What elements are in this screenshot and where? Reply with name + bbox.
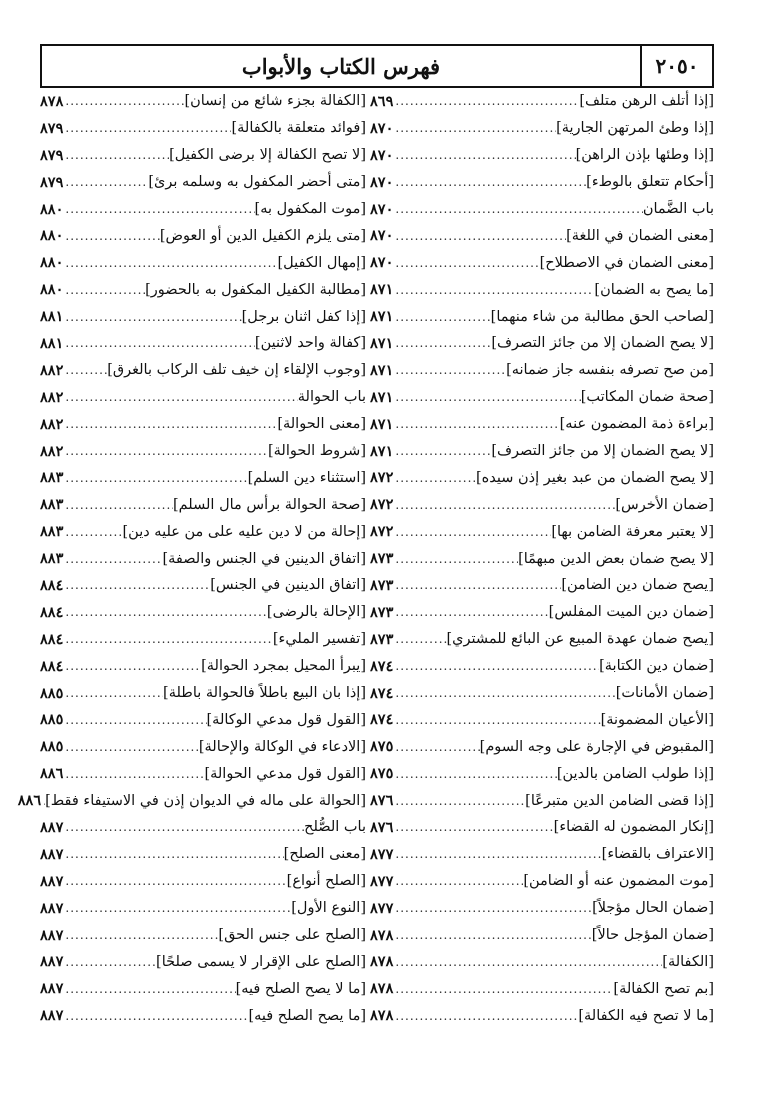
dot-leader <box>393 121 556 135</box>
dot-leader <box>393 874 523 888</box>
dot-leader <box>393 310 490 324</box>
dot-leader <box>393 713 600 727</box>
entry-title: [الأعيان المضمونة] <box>600 711 714 728</box>
index-entry <box>40 922 366 949</box>
dot-leader <box>63 310 241 324</box>
dot-leader <box>63 229 159 243</box>
index-entry <box>17 787 366 814</box>
dot-leader <box>393 363 506 377</box>
dot-leader <box>393 794 525 808</box>
dot-leader <box>393 982 613 996</box>
index-entry <box>40 760 366 787</box>
entry-page-number: ٨٨٤ <box>40 657 64 675</box>
dot-leader <box>393 578 561 592</box>
dot-leader <box>63 175 148 189</box>
dot-leader <box>393 847 601 861</box>
dot-leader <box>393 525 551 539</box>
index-entry <box>370 599 714 626</box>
entry-title: [تفسير المليء] <box>272 631 366 648</box>
entry-title: [براءة ذمة المضمون عنه] <box>559 416 714 433</box>
entry-title: [الادعاء في الوكالة والإحالة] <box>198 738 366 755</box>
entry-page-number: ٨٧٨ <box>370 980 394 998</box>
entry-title: [الكفالة بجزء شائع من إنسان] <box>184 93 366 110</box>
index-entry <box>40 706 366 733</box>
index-entry <box>40 357 366 384</box>
index-entry <box>40 491 366 518</box>
entry-title: [لصاحب الحق مطالبة من شاء منهما] <box>490 308 714 325</box>
index-entry <box>370 438 714 465</box>
entry-title: [موت المضمون عنه أو الضامن] <box>523 873 714 890</box>
index-entry <box>370 464 714 491</box>
entry-title: [الكفالة] <box>662 953 714 970</box>
entry-page-number: ٨٧٢ <box>370 523 394 541</box>
dot-leader <box>63 605 267 619</box>
entry-title: [ضمان الحال مؤجلاً] <box>592 900 714 917</box>
entry-page-number: ٨٧٠ <box>370 146 394 164</box>
dot-leader <box>393 1009 578 1023</box>
dot-leader <box>393 336 491 350</box>
entry-page-number: ٨٧٥ <box>370 738 394 756</box>
index-entry <box>370 975 714 1002</box>
entry-title: [معنى الضمان في اللغة] <box>566 227 714 244</box>
index-entry <box>40 949 366 976</box>
index-entry <box>40 653 366 680</box>
index-entry <box>40 1002 366 1029</box>
index-entry <box>370 868 714 895</box>
index-entry <box>370 384 714 411</box>
index-entry <box>40 330 366 357</box>
entry-page-number: ٨٧٣ <box>370 603 394 621</box>
entry-title: [لا يصح ضمان بعض الدين مبهمًا] <box>518 550 714 567</box>
dot-leader <box>63 928 218 942</box>
index-entry <box>40 518 366 545</box>
index-entry <box>40 841 366 868</box>
entry-page-number: ٨٨٧ <box>40 980 64 998</box>
entry-title: [معنى الصلح] <box>283 846 366 863</box>
index-entry <box>40 895 366 922</box>
entry-title: [ما يصح به الضمان] <box>594 281 714 298</box>
index-entry <box>40 142 366 169</box>
entry-page-number: ٨٧١ <box>370 361 394 379</box>
dot-leader <box>63 767 204 781</box>
entry-page-number: ٨٨٢ <box>40 415 64 433</box>
entry-title: باب الحوالة <box>297 389 366 406</box>
index-entry <box>370 653 714 680</box>
dot-leader <box>63 256 277 270</box>
entry-title: [إمهال الكفيل] <box>277 254 366 271</box>
index-entry <box>370 545 714 572</box>
dot-leader <box>63 982 235 996</box>
entry-title: [معنى الضمان في الاصطلاح] <box>539 254 714 271</box>
dot-leader <box>41 794 45 808</box>
entry-page-number: ٨٨٧ <box>40 845 64 863</box>
dot-leader <box>393 632 446 646</box>
entry-page-number: ٨٧١ <box>370 334 394 352</box>
entry-title: [اتفاق الدينين في الجنس] <box>210 577 366 594</box>
entry-title: [القول قول مدعي الوكالة] <box>206 711 366 728</box>
dot-leader <box>63 202 254 216</box>
dot-leader <box>393 256 539 270</box>
dot-leader <box>393 390 580 404</box>
entry-title: [صحة الحوالة برأس مال السلم] <box>172 496 366 513</box>
page-header <box>40 44 714 88</box>
dot-leader <box>63 336 255 350</box>
entry-title: [ضمان الأخرس] <box>615 496 714 513</box>
entry-page-number: ٨٨٧ <box>40 872 64 890</box>
entry-page-number: ٨٨٥ <box>40 684 64 702</box>
entry-page-number: ٨٧٢ <box>370 496 394 514</box>
page-number: ٢٠٥٠ <box>640 46 712 86</box>
entry-title: [ضمان دين الميت المفلس] <box>548 604 714 621</box>
entry-title: [إذا أتلف الرهن متلف] <box>579 93 714 110</box>
entry-page-number: ٨٧٨ <box>370 1007 394 1025</box>
index-entry <box>40 411 366 438</box>
entry-title: [ما لا تصح فيه الكفالة] <box>578 1007 714 1024</box>
index-entry <box>370 895 714 922</box>
index-entry <box>40 464 366 491</box>
entry-page-number: ٨٨٥ <box>40 711 64 729</box>
entry-page-number: ٨٦٩ <box>370 92 394 110</box>
dot-leader <box>393 686 615 700</box>
index-entry <box>40 222 366 249</box>
entry-page-number: ٨٨٣ <box>40 469 64 487</box>
entry-page-number: ٨٨٣ <box>40 523 64 541</box>
entry-title: باب الضَّمان <box>642 201 714 217</box>
index-entry <box>40 868 366 895</box>
entry-page-number: ٨٧٢ <box>370 469 394 487</box>
entry-title: [ضمان المؤجل حالاً] <box>591 927 714 944</box>
dot-leader <box>63 632 272 646</box>
index-entry <box>370 142 714 169</box>
entry-title: [ما لا يصح الصلح فيه] <box>235 980 366 997</box>
entry-page-number: ٨٧٤ <box>370 657 394 675</box>
dot-leader <box>393 417 559 431</box>
dot-leader <box>393 283 594 297</box>
dot-leader <box>393 148 575 162</box>
entry-title: [لا تصح الكفالة إلا برضى الكفيل] <box>169 147 366 164</box>
entry-title: [من صح تصرفه بنفسه جاز ضمانه] <box>506 362 714 379</box>
dot-leader <box>63 659 201 673</box>
entry-title: [القول قول مدعي الحوالة] <box>204 765 366 782</box>
entry-page-number: ٨٨٣ <box>40 496 64 514</box>
index-entry <box>40 249 366 276</box>
index-entry <box>40 115 366 142</box>
entry-page-number: ٨٨٠ <box>40 227 64 245</box>
entry-page-number: ٨٧٧ <box>370 872 394 890</box>
entry-title: [صحة ضمان المكاتب] <box>580 389 714 406</box>
entry-page-number: ٨٧٣ <box>370 550 394 568</box>
index-entry <box>40 384 366 411</box>
dot-leader <box>393 175 586 189</box>
index-entry <box>370 276 714 303</box>
entry-page-number: ٨٨٠ <box>40 200 64 218</box>
entry-title: [إنكار المضمون له القضاء] <box>553 819 714 836</box>
entry-page-number: ٨٧٠ <box>370 227 394 245</box>
entry-page-number: ٨٨٥ <box>40 738 64 756</box>
entry-title: [معنى الحوالة] <box>277 416 366 433</box>
index-entry <box>40 814 366 841</box>
entry-page-number: ٨٧٤ <box>370 711 394 729</box>
index-entry <box>40 599 366 626</box>
dot-leader <box>63 121 231 135</box>
index-entry <box>370 1002 714 1029</box>
entry-page-number: ٨٧٣ <box>370 630 394 648</box>
entry-page-number: ٨٨٦ <box>17 792 42 810</box>
index-entry <box>40 438 366 465</box>
index-entry <box>370 733 714 760</box>
index-entry <box>370 760 714 787</box>
index-entry <box>40 276 366 303</box>
dot-leader <box>393 605 548 619</box>
dot-leader <box>63 417 277 431</box>
index-entry <box>40 572 366 599</box>
entry-page-number: ٨٧٤ <box>370 684 394 702</box>
entry-page-number: ٨٨٠ <box>40 281 64 299</box>
dot-leader <box>393 928 591 942</box>
entry-title: [فوائد متعلقة بالكفالة] <box>231 120 366 137</box>
index-entry <box>370 303 714 330</box>
index-entry <box>370 626 714 653</box>
entry-title: [إحالة من لا دين عليه على من عليه دين] <box>122 523 366 540</box>
index-entry <box>40 196 366 223</box>
index-entry <box>370 922 714 949</box>
entry-title: [متى أحضر المكفول به وسلمه برئ] <box>148 174 366 191</box>
entry-title: [يصح ضمان عهدة المبيع عن البائع للمشتري] <box>446 631 714 648</box>
index-entry <box>370 115 714 142</box>
entry-page-number: ٨٨٤ <box>40 630 64 648</box>
entry-page-number: ٨٧١ <box>370 415 394 433</box>
entry-page-number: ٨٨٢ <box>40 361 64 379</box>
entry-page-number: ٨٨٢ <box>40 388 64 406</box>
index-entry <box>40 545 366 572</box>
index-entry <box>370 249 714 276</box>
entry-title: [مطالبة الكفيل المكفول به بالحضور] <box>145 281 366 298</box>
index-entry <box>40 975 366 1002</box>
entry-title: [أحكام تتعلق بالوطء] <box>586 174 714 191</box>
dot-leader <box>63 955 156 969</box>
dot-leader <box>393 498 615 512</box>
entry-page-number: ٨٧٩ <box>40 146 64 164</box>
entry-page-number: ٨٧١ <box>370 388 394 406</box>
entry-page-number: ٨٧١ <box>370 281 394 299</box>
dot-leader <box>393 955 662 969</box>
dot-leader <box>63 471 247 485</box>
dot-leader <box>393 229 566 243</box>
entry-page-number: ٨٨٧ <box>40 1007 64 1025</box>
entry-title: [إذا قضى الضامن الدين متبرعًا] <box>525 792 714 809</box>
entry-page-number: ٨٨٤ <box>40 576 64 594</box>
entry-title: [إذا بان البيع باطلاً فالحوالة باطلة] <box>163 685 366 702</box>
dot-leader <box>393 202 642 216</box>
index-entry <box>370 814 714 841</box>
entry-page-number: ٨٧١ <box>370 308 394 326</box>
dot-leader <box>393 767 556 781</box>
entry-title: [إذا وطئها بإذن الراهن] <box>575 147 714 164</box>
entry-title: [لا يصح الضمان إلا من جائز التصرف] <box>491 335 714 352</box>
dot-leader <box>63 901 291 915</box>
entry-title: [لا يصح الضمان إلا من جائز التصرف] <box>491 443 714 460</box>
dot-leader <box>393 740 479 754</box>
dot-leader <box>63 148 169 162</box>
entry-page-number: ٨٧٩ <box>40 119 64 137</box>
index-entry <box>370 411 714 438</box>
entry-title: [ما يصح الصلح فيه] <box>248 1007 366 1024</box>
entry-title: [استثناء دين السلم] <box>247 469 366 486</box>
index-entry <box>370 330 714 357</box>
index-entry <box>40 169 366 196</box>
entry-title: [ضمان دين الكتابة] <box>599 658 714 675</box>
dot-leader <box>63 525 122 539</box>
index-entry <box>40 680 366 707</box>
dot-leader <box>393 901 592 915</box>
entry-page-number: ٨٧٨ <box>370 953 394 971</box>
dot-leader <box>393 552 518 566</box>
dot-leader <box>63 390 297 404</box>
index-entry <box>370 518 714 545</box>
dot-leader <box>393 94 579 108</box>
entry-page-number: ٨٧٦ <box>370 792 394 810</box>
entry-page-number: ٨٧٠ <box>370 173 394 191</box>
entry-page-number: ٨٨٣ <box>40 550 64 568</box>
entry-title: [ضمان الأمانات] <box>615 685 714 702</box>
index-entry <box>370 572 714 599</box>
entry-page-number: ٨٨٧ <box>40 953 64 971</box>
entry-title: [الحوالة على ماله في الديوان إذن في الاستيفاء فقط] <box>45 792 366 809</box>
index-column-right <box>370 88 714 1029</box>
entry-title: [المقبوض في الإجارة على وجه السوم] <box>479 738 714 755</box>
index-entry <box>40 88 366 115</box>
dot-leader <box>393 471 476 485</box>
dot-leader <box>63 820 304 834</box>
entry-page-number: ٨٧٧ <box>370 845 394 863</box>
entry-page-number: ٨٧٨ <box>40 92 64 110</box>
dot-leader <box>63 1009 248 1023</box>
entry-page-number: ٨٨١ <box>40 308 64 326</box>
index-column-left <box>17 88 366 1029</box>
dot-leader <box>63 713 206 727</box>
index-entry <box>370 491 714 518</box>
entry-title: [بم تصح الكفالة] <box>613 980 714 997</box>
dot-leader <box>393 659 599 673</box>
entry-page-number: ٨٧٦ <box>370 818 394 836</box>
entry-title: [متى يلزم الكفيل الدين أو العوض] <box>159 227 366 244</box>
entry-page-number: ٨٧٧ <box>370 899 394 917</box>
entry-page-number: ٨٨٧ <box>40 899 64 917</box>
entry-title: [شروط الحوالة] <box>267 443 366 460</box>
dot-leader <box>63 498 173 512</box>
entry-title: [النوع الأول] <box>291 900 366 917</box>
dot-leader <box>63 847 283 861</box>
entry-title: [كفالة واحد لاثنين] <box>254 335 366 352</box>
entry-title: [لا يعتبر معرفة الضامن بها] <box>551 523 714 540</box>
entry-title: [موت المكفول به] <box>254 201 366 217</box>
entry-page-number: ٨٧١ <box>370 442 394 460</box>
index-entry <box>370 841 714 868</box>
index-entry <box>370 680 714 707</box>
entry-page-number: ٨٧٠ <box>370 254 394 272</box>
dot-leader <box>63 740 198 754</box>
dot-leader <box>63 283 145 297</box>
entry-title: [الاعتراف بالقضاء] <box>601 846 714 863</box>
entry-page-number: ٨٧٨ <box>370 926 394 944</box>
index-entry <box>370 787 714 814</box>
dot-leader <box>63 363 107 377</box>
index-entry <box>370 88 714 115</box>
index-entry <box>40 626 366 653</box>
entry-title: [إذا طولب الضامن بالدين] <box>556 765 714 782</box>
index-entry <box>370 222 714 249</box>
index-entry <box>370 196 714 223</box>
entry-page-number: ٨٨٠ <box>40 254 64 272</box>
dot-leader <box>393 444 491 458</box>
entry-title: [الصلح على الإقرار لا يسمى صلحًا] <box>156 953 366 970</box>
entry-page-number: ٨٧٥ <box>370 765 394 783</box>
entry-page-number: ٨٧٠ <box>370 119 394 137</box>
dot-leader <box>63 94 184 108</box>
dot-leader <box>393 820 553 834</box>
entry-title: [الصلح أنواع] <box>286 873 366 890</box>
entry-title: باب الصُّلح <box>304 819 366 836</box>
entry-page-number: ٨٧٣ <box>370 576 394 594</box>
entry-page-number: ٨٨٦ <box>40 765 64 783</box>
entry-title: [اتفاق الدينين في الجنس والصفة] <box>162 550 366 567</box>
entry-title: [إذا كفل اثنان برجل] <box>241 308 366 325</box>
page-title: فهرس الكتاب والأبواب <box>241 53 441 79</box>
entry-page-number: ٨٧٠ <box>370 200 394 218</box>
entry-page-number: ٨٨٤ <box>40 603 64 621</box>
entry-page-number: ٨٨٧ <box>40 926 64 944</box>
index-entry <box>370 949 714 976</box>
dot-leader <box>63 552 162 566</box>
index-entry <box>40 733 366 760</box>
entry-title: [وجوب الإلقاء إن خيف تلف الركاب بالغرق] <box>107 362 366 379</box>
index-entry <box>370 169 714 196</box>
dot-leader <box>63 578 210 592</box>
dot-leader <box>63 874 286 888</box>
entry-title: [يبرأ المحيل بمجرد الحوالة] <box>201 658 366 675</box>
entry-title: [يصح ضمان دين الضامن] <box>561 577 714 594</box>
entry-page-number: ٨٨١ <box>40 334 64 352</box>
index-entry <box>370 357 714 384</box>
entry-title: [الصلح على جنس الحق] <box>218 927 366 944</box>
dot-leader <box>63 444 268 458</box>
index-entry <box>370 706 714 733</box>
entry-page-number: ٨٧٩ <box>40 173 64 191</box>
entry-title: [الإحالة بالرضى] <box>266 604 366 621</box>
entry-title: [لا يصح الضمان من عبد بغير إذن سيده] <box>475 469 714 486</box>
dot-leader <box>63 686 163 700</box>
entry-title: [إذا وطئ المرتهن الجارية] <box>556 120 714 137</box>
entry-page-number: ٨٨٧ <box>40 818 64 836</box>
index-entry <box>40 303 366 330</box>
entry-page-number: ٨٨٢ <box>40 442 64 460</box>
